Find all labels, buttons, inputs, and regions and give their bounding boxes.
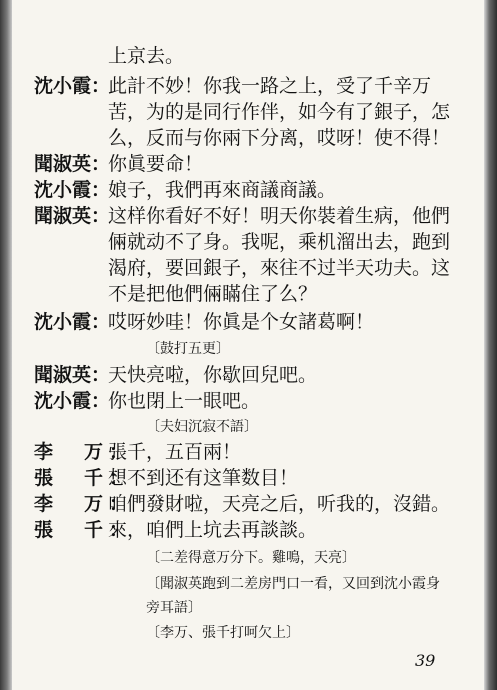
speaker-shen-xiaoxia: 沈小霞： — [34, 75, 111, 97]
dialogue-text: 此計不妙！你我一路之上，受了千辛万 — [108, 75, 432, 97]
dialogue-line — [12, 362, 484, 389]
dialogue-line — [12, 151, 484, 178]
dialogue-text: 苦，为的是同行作伴，如今有了銀子，怎 — [108, 101, 451, 123]
dialogue-line — [12, 439, 484, 466]
dialogue-line — [12, 388, 484, 415]
stage-direction: 〔鼓打五更〕 — [146, 341, 230, 357]
dialogue-text: 你也閉上一眼吧。 — [108, 390, 261, 412]
dialogue-text: 这样你看好不好！明天你裝着生病，他們 — [108, 205, 451, 227]
dialogue-text: 倆就动不了身。我呢，乘机溜出去，跑到 — [108, 231, 451, 253]
book-page — [12, 0, 484, 690]
dialogue-text: 來，咱們上坑去再談談。 — [108, 519, 318, 541]
dialogue-continuation — [12, 229, 484, 256]
speaker-li-wan: 李 万： — [34, 441, 135, 463]
dialogue-continuation — [12, 281, 484, 308]
dialogue-line — [12, 309, 484, 336]
dialogue-line — [12, 465, 484, 492]
speaker-shen-xiaoxia: 沈小霞： — [34, 390, 111, 412]
dialogue-text: 娘子，我們再來商議商議。 — [108, 179, 337, 201]
speaker-wen-shuying: 聞淑英： — [34, 205, 111, 227]
dialogue-continuation — [12, 125, 484, 152]
stage-direction: 〔夫妇沉寂不語〕 — [146, 419, 258, 435]
dialogue-line — [12, 203, 484, 230]
dialogue-line — [12, 73, 484, 100]
dialogue-continuation — [12, 255, 484, 282]
dialogue-continuation — [12, 43, 484, 70]
dialogue-text: 張千，五百兩！ — [108, 441, 242, 463]
speaker-wen-shuying: 聞淑英： — [34, 153, 111, 175]
stage-direction: 〔二差得意万分下。雞鳴，天亮〕 — [146, 550, 356, 566]
dialogue-text: 哎呀妙哇！你眞是个女諸葛啊！ — [108, 311, 375, 333]
stage-direction: 旁耳語〕 — [146, 600, 202, 616]
page-right-shadow — [483, 0, 497, 690]
dialogue-text: 咱們發財啦，天亮之后，听我的，沒錯。 — [108, 493, 451, 515]
dialogue-continuation — [12, 99, 484, 126]
dialogue-text: 上京去。 — [108, 45, 185, 67]
stage-direction: 〔聞淑英跑到二差房門口一看，又回到沈小霞身 — [146, 576, 440, 592]
stage-direction: 〔李万、張千打呵欠上〕 — [146, 625, 300, 641]
dialogue-text: 么，反而与你兩下分离，哎呀！使不得！ — [108, 127, 451, 149]
speaker-zhang-qian: 張 千： — [34, 519, 135, 541]
dialogue-line — [12, 517, 484, 544]
speaker-shen-xiaoxia: 沈小霞： — [34, 179, 111, 201]
speaker-wen-shuying: 聞淑英： — [34, 364, 111, 386]
dialogue-line — [12, 177, 484, 204]
speaker-li-wan: 李 万： — [34, 493, 135, 515]
dialogue-text: 你眞要命！ — [108, 153, 204, 175]
page-number: 39 — [415, 651, 436, 670]
dialogue-text: 不是把他們倆瞞住了么？ — [108, 283, 318, 305]
speaker-zhang-qian: 張 千： — [34, 467, 135, 489]
dialogue-text: 天快亮啦，你歇回兒吧。 — [108, 364, 318, 386]
speaker-shen-xiaoxia: 沈小霞： — [34, 311, 111, 333]
dialogue-text: 想不到还有这筆数目！ — [108, 467, 299, 489]
dialogue-line — [12, 491, 484, 518]
dialogue-text: 渴府，要回銀子，來往不过半天功夫。这 — [108, 257, 451, 279]
